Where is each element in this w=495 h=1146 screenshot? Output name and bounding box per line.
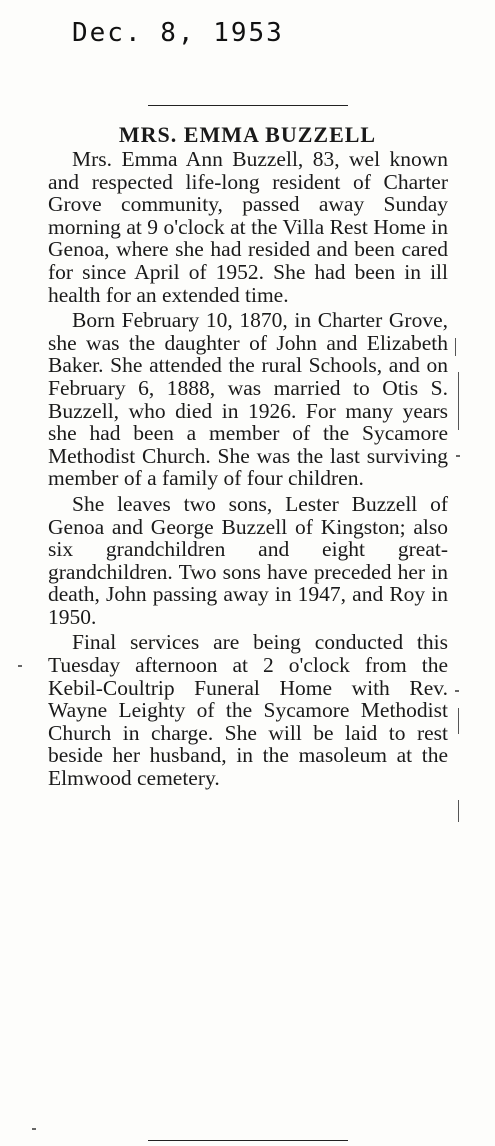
margin-scan-dot (18, 665, 22, 667)
margin-scan-dot (32, 1128, 36, 1130)
date-stamp: Dec. 8, 1953 (72, 18, 284, 48)
top-divider-rule (148, 105, 348, 106)
margin-scan-mark (458, 800, 459, 822)
obituary-body (48, 148, 448, 793)
margin-scan-dot (456, 455, 460, 457)
margin-scan-mark (458, 708, 459, 734)
paragraph-services: Final services are being conducted this Tuesday afternoon at 2 o'clock from the Kebil-Coultrip Funeral Home with Rev. Wayne Leighty of the Sycamore Methodist Church in charge. She will be laid to rest beside her husband, in the masoleum at the Elmwood cemetery. (48, 630, 448, 791)
paragraph-biography: Born February 10, 1870, in Charter Grove, she was the daughter of John and Elizabeth Baker. She attended the rural Schools, and on February 6, 1888, was married to Otis S. Buzzell, who died in 1926. For many years she had been a member of the Sycamore Methodist Church. She was the last surviving member of a family of four children. (48, 308, 448, 491)
obituary-headline: MRS. EMMA BUZZELL (118, 122, 377, 147)
bottom-divider-rule (148, 1140, 348, 1141)
paragraph-death-notice: Mrs. Emma Ann Buzzell, 83, wel known and respected life-long resident of Charter Grove community, passed away Sunday morning at 9 o'clock at the Villa Rest Home in Genoa, where she had resided and been cared for since April of 1952. She had been in ill health for an extended time. (48, 147, 448, 307)
margin-scan-dot (455, 690, 459, 692)
margin-scan-mark (458, 372, 459, 430)
paragraph-survivors: She leaves two sons, Lester Buzzell of Genoa and George Buzzell of Kingston; also six grandchildren and eight great-grandchildren. Two sons have preceded her in death, John passing away in 1947, and Roy in 1950. (48, 491, 448, 629)
margin-scan-mark (455, 338, 456, 356)
